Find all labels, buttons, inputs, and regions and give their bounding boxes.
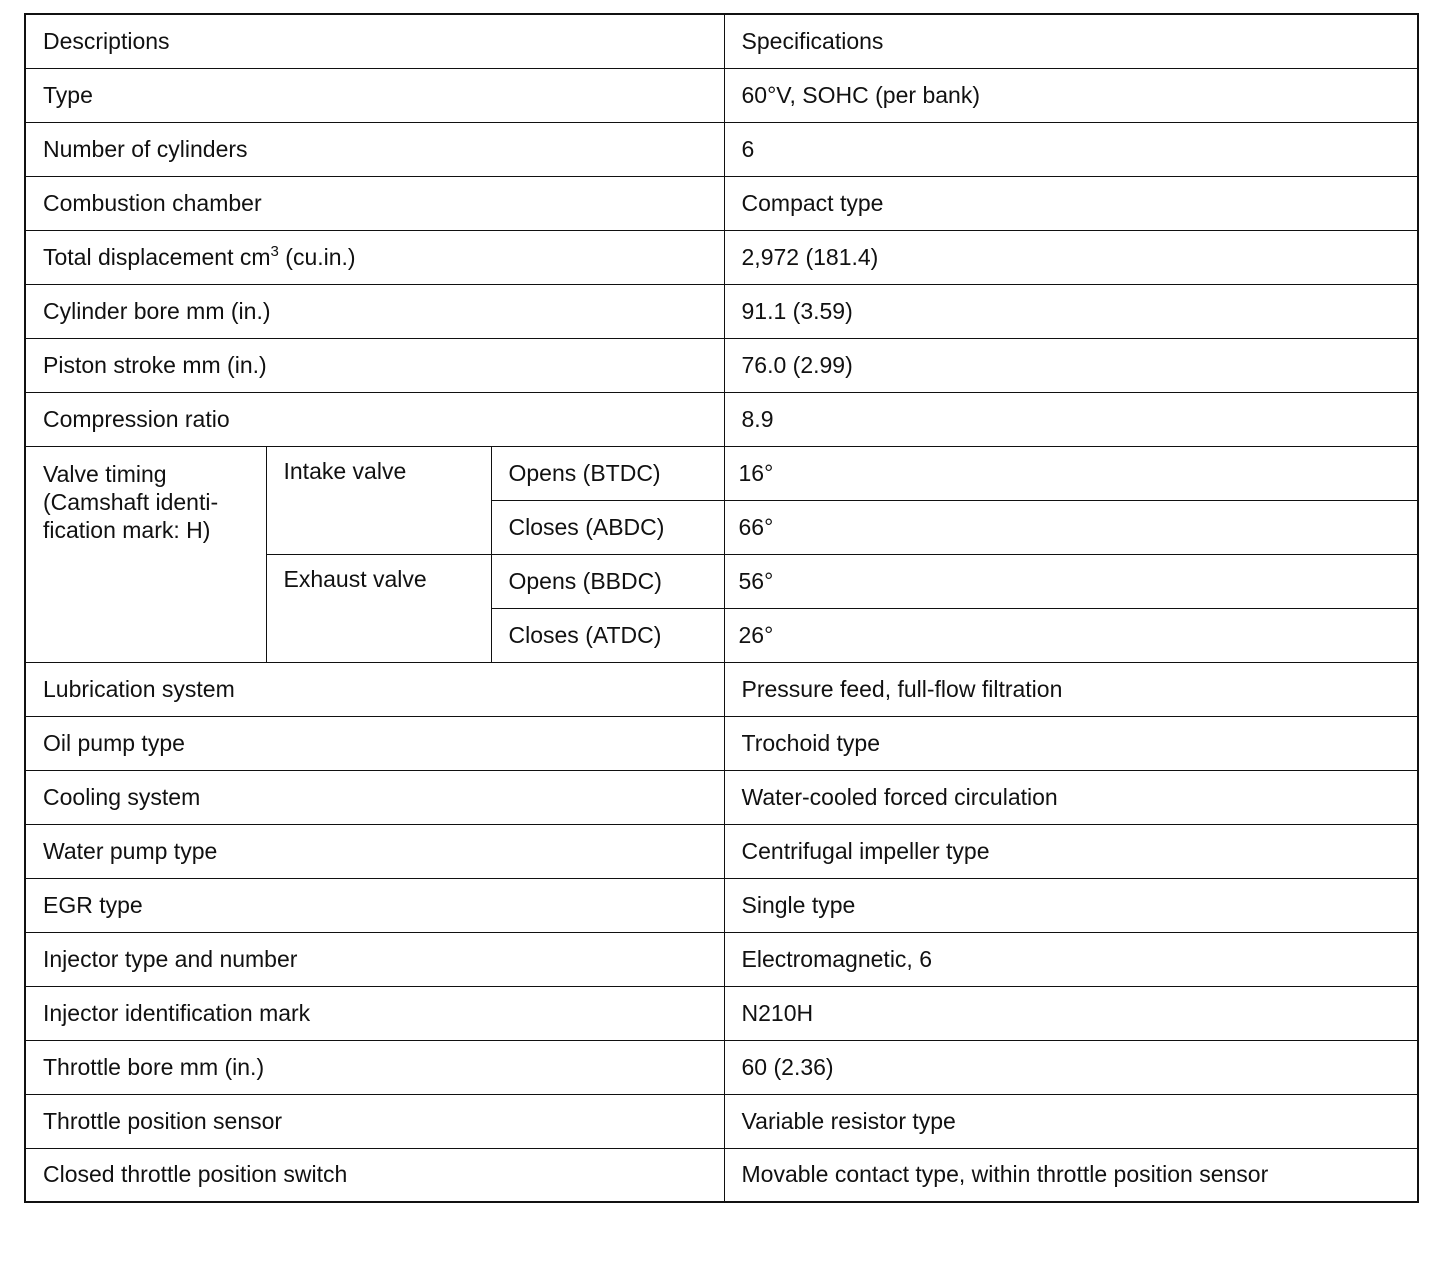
table-row [25, 176, 1418, 230]
intake-opens-value: 16° [724, 446, 1418, 500]
row-value: Variable resistor type [724, 1094, 1418, 1148]
table-row [25, 122, 1418, 176]
row-label: Throttle position sensor [25, 1094, 724, 1148]
intake-closes-value: 66° [724, 500, 1418, 554]
exhaust-opens-label: Opens (BBDC) [491, 554, 724, 608]
table-row [25, 338, 1418, 392]
header-descriptions: Descriptions [25, 14, 724, 68]
row-value: 2,972 (181.4) [724, 230, 1418, 284]
row-value: 60°V, SOHC (per bank) [724, 68, 1418, 122]
superscript-exponent: 3 [270, 242, 279, 260]
row-value: N210H [724, 986, 1418, 1040]
row-label: Injector identification mark [25, 986, 724, 1040]
table-row [25, 932, 1418, 986]
row-label: Oil pump type [25, 716, 724, 770]
header-specifications: Specifications [724, 14, 1418, 68]
table-row [25, 770, 1418, 824]
row-value: 6 [724, 122, 1418, 176]
table-row [25, 284, 1418, 338]
valve-timing-label: Valve timing (Camshaft identi-fication mark: H) [25, 446, 266, 662]
row-label: Injector type and number [25, 932, 724, 986]
valve-timing-row [25, 446, 1418, 500]
row-value: Movable contact type, within throttle position sensor [724, 1148, 1418, 1202]
row-label: Type [25, 68, 724, 122]
row-value: Electromagnetic, 6 [724, 932, 1418, 986]
row-value: Trochoid type [724, 716, 1418, 770]
row-label-unit: (cu.in.) [278, 243, 356, 270]
row-value: Water-cooled forced circulation [724, 770, 1418, 824]
row-label: Compression ratio [25, 392, 724, 446]
row-label: Lubrication system [25, 662, 724, 716]
row-value: Single type [724, 878, 1418, 932]
row-value: 60 (2.36) [724, 1040, 1418, 1094]
exhaust-closes-label: Closes (ATDC) [491, 608, 724, 662]
row-label: Combustion chamber [25, 176, 724, 230]
table-row [25, 230, 1418, 284]
row-label: Cooling system [25, 770, 724, 824]
row-label: Piston stroke mm (in.) [25, 338, 724, 392]
row-value: 76.0 (2.99) [724, 338, 1418, 392]
engine-spec-table [24, 13, 1419, 1203]
row-label: Closed throttle position switch [25, 1148, 724, 1202]
table-row [25, 1094, 1418, 1148]
intake-valve-label: Intake valve [266, 446, 491, 554]
row-value: 91.1 (3.59) [724, 284, 1418, 338]
table-header-row [25, 14, 1418, 68]
exhaust-opens-value: 56° [724, 554, 1418, 608]
row-value: Pressure feed, full-flow filtration [724, 662, 1418, 716]
table-row [25, 1148, 1418, 1202]
row-label: Cylinder bore mm (in.) [25, 284, 724, 338]
intake-closes-label: Closes (ABDC) [491, 500, 724, 554]
table-row [25, 986, 1418, 1040]
exhaust-closes-value: 26° [724, 608, 1418, 662]
row-label: EGR type [25, 878, 724, 932]
table-row [25, 392, 1418, 446]
row-label [25, 230, 724, 284]
exhaust-valve-label: Exhaust valve [266, 554, 491, 662]
row-value: Centrifugal impeller type [724, 824, 1418, 878]
table-row [25, 878, 1418, 932]
row-value: 8.9 [724, 392, 1418, 446]
row-label: Water pump type [25, 824, 724, 878]
row-label-text: Total displacement cm [43, 243, 271, 270]
table-row [25, 824, 1418, 878]
row-value: Compact type [724, 176, 1418, 230]
table-row [25, 716, 1418, 770]
table-row [25, 662, 1418, 716]
intake-opens-label: Opens (BTDC) [491, 446, 724, 500]
table-row [25, 1040, 1418, 1094]
row-label: Number of cylinders [25, 122, 724, 176]
row-label: Throttle bore mm (in.) [25, 1040, 724, 1094]
table-row [25, 68, 1418, 122]
